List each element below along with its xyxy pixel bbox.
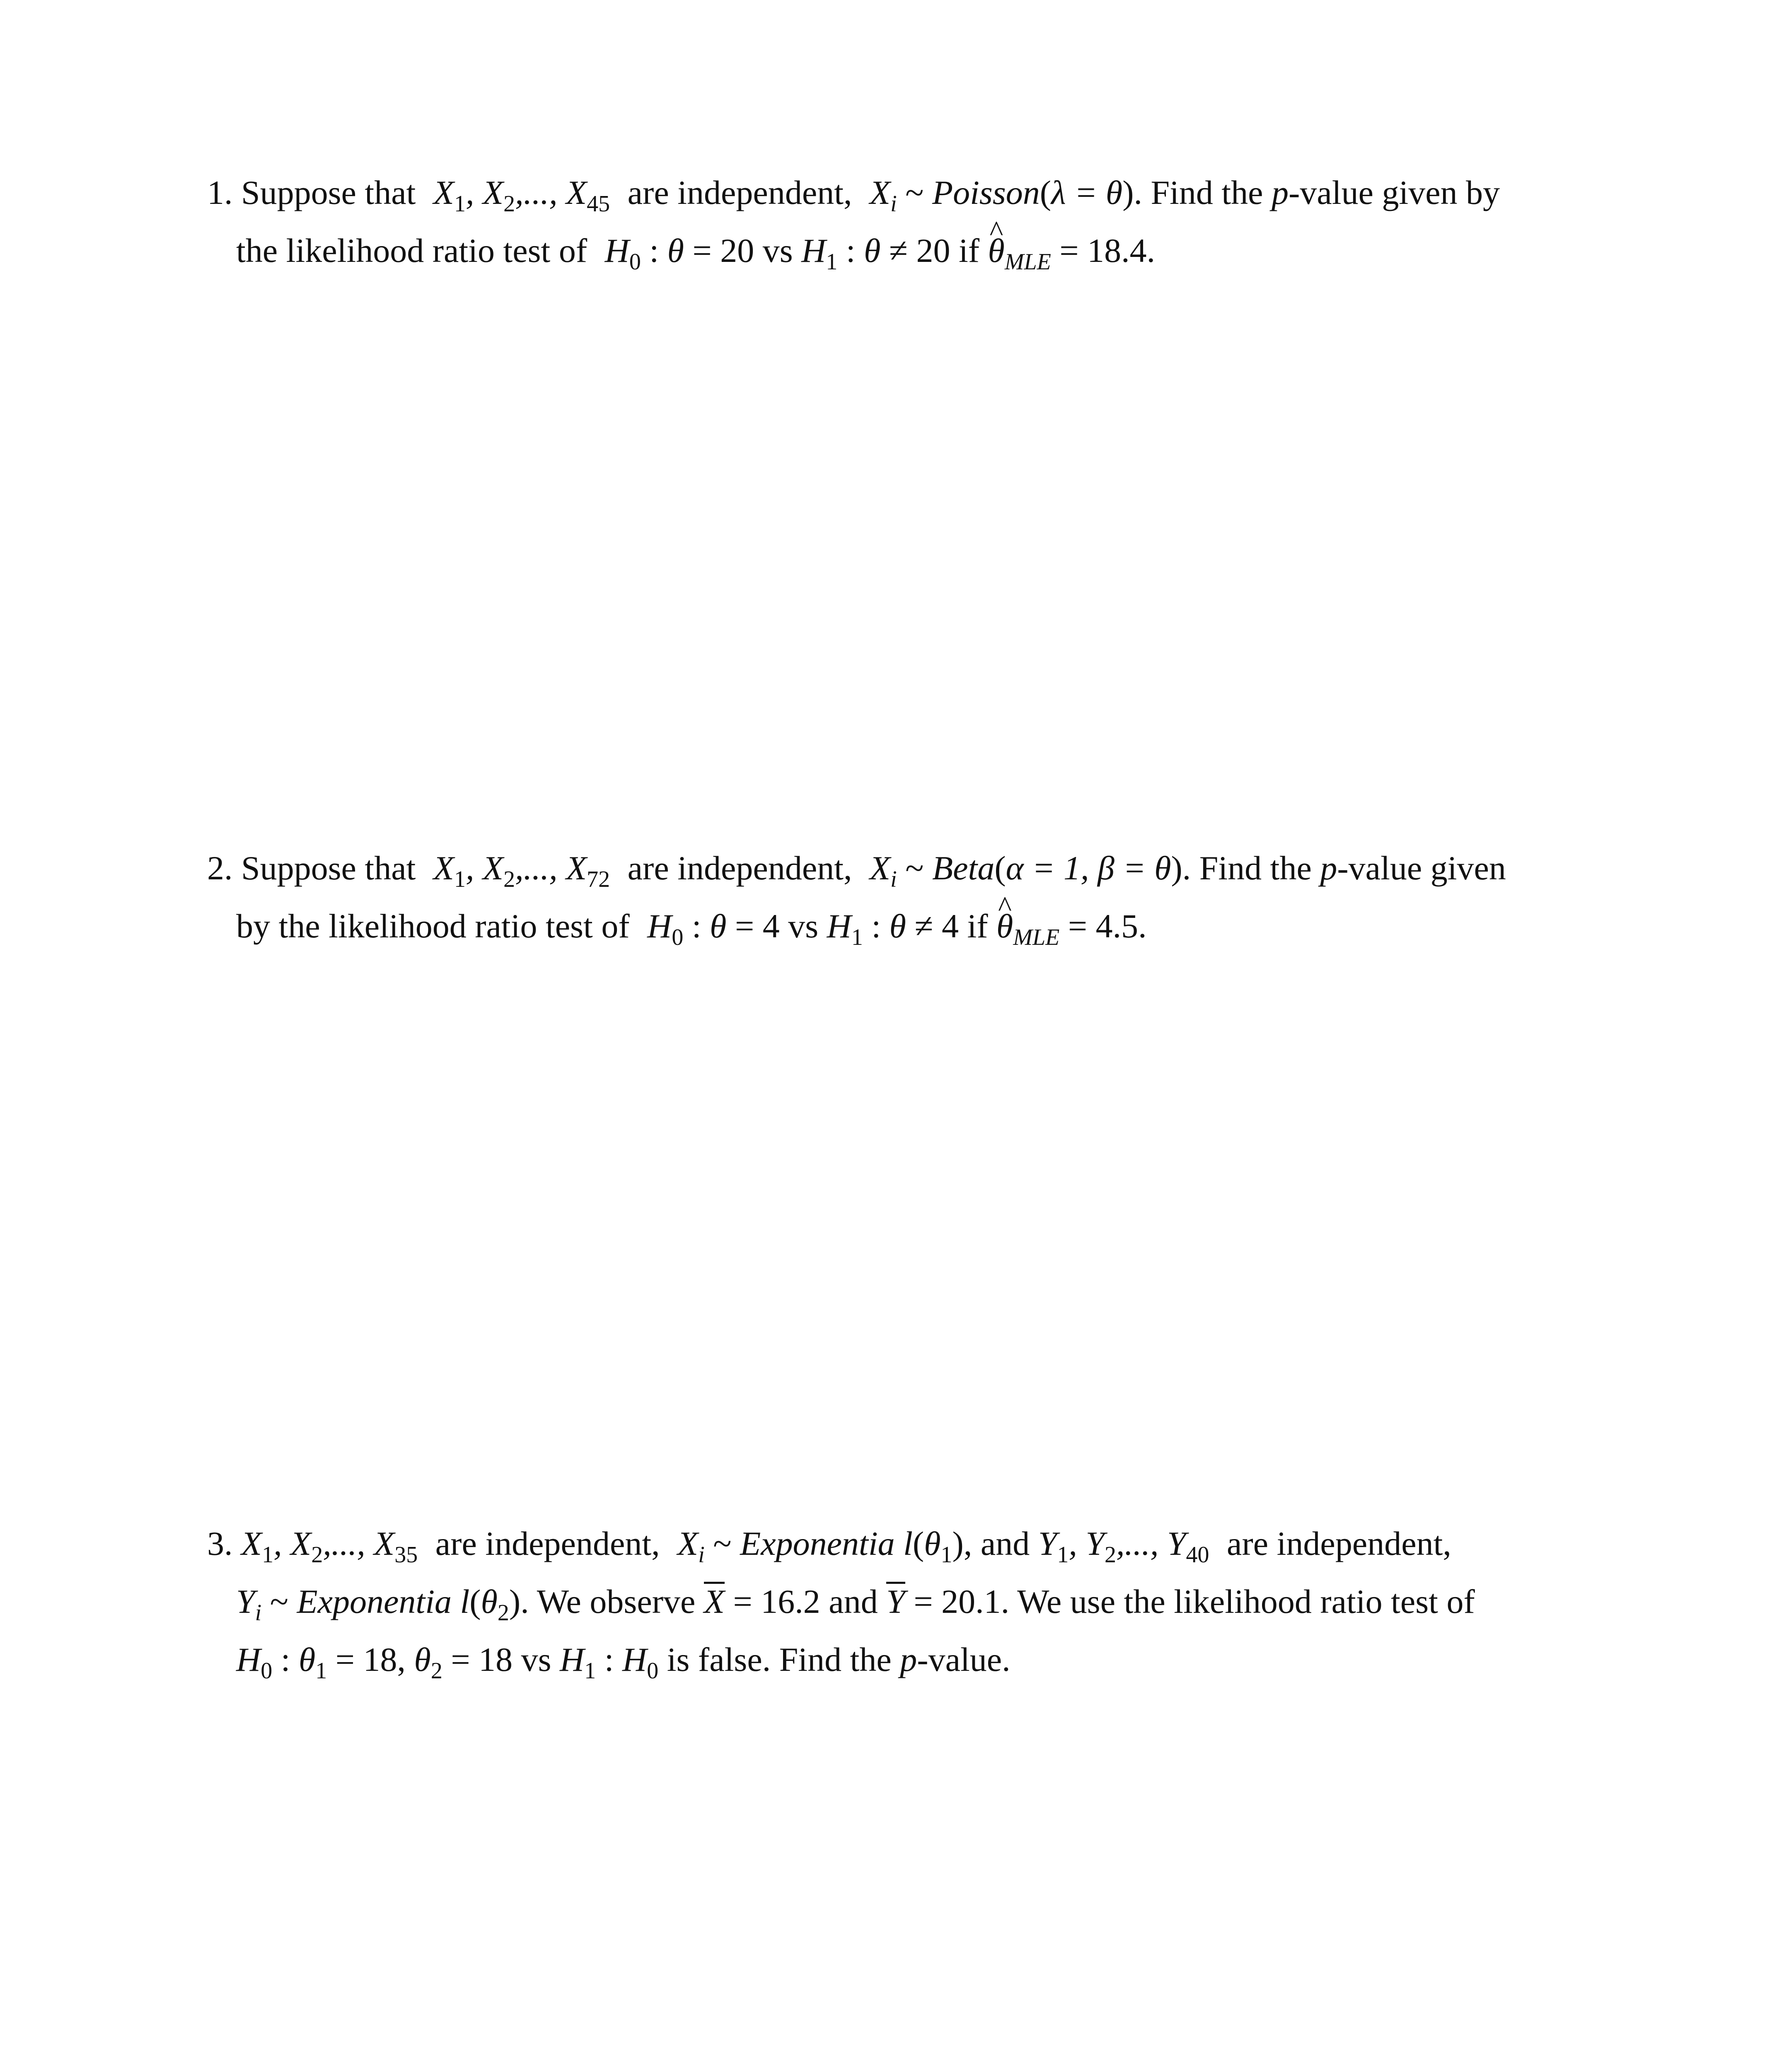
problem-text: Suppose that bbox=[241, 849, 416, 887]
y-sequence-expr: $Y_1$, $Y_2$,..., $Y_{40}$ bbox=[1038, 1525, 1209, 1568]
sequence-expr: $X_1$, $X_2$,..., $X_{45}$ bbox=[433, 174, 610, 217]
mle-expr: ^ $\theta_{MLE} = 4.5$ bbox=[996, 907, 1138, 945]
problem-number: 3. bbox=[207, 1525, 233, 1562]
null-hypothesis: $H_0$ : θ = 20 bbox=[604, 232, 754, 275]
distribution-expr: $X_i$ ~ Beta(α = 1, β = θ) bbox=[870, 849, 1182, 892]
alt-hypothesis: $H_1$ : θ ≠ 4 bbox=[827, 907, 959, 950]
problem-3 bbox=[207, 1515, 1608, 1689]
alt-hypothesis: $H_1$ : θ ≠ 20 bbox=[801, 232, 950, 275]
problem-text: -value. bbox=[917, 1641, 1011, 1678]
problem-number: 1. bbox=[207, 174, 233, 211]
problem-text: . We observe bbox=[520, 1583, 696, 1620]
problem-number: 2. bbox=[207, 849, 233, 887]
problem-1-line-2: the likelihood ratio test of $H_0$ : θ = 20 vs $H_1$ : θ ≠ 20 if ^ $\theta_{MLE} = 18.4$. bbox=[207, 222, 1608, 280]
problem-2-line-2: by the likelihood ratio test of $H_0$ : θ = 4 vs $H_1$ : θ ≠ 4 if ^ $\theta_{MLE} = 4.5$. bbox=[207, 897, 1608, 955]
problem-3-line-3: $H_0$ : $\theta_1 = 18$, $\theta_2 = 18$ vs $H_1$ : $H_0$ is false. Find the p-value. bbox=[236, 1641, 1011, 1684]
problem-2 bbox=[207, 839, 1608, 955]
null-hypothesis: $H_0$ : $\theta_1 = 18$, $\theta_2 = 18$ bbox=[236, 1641, 513, 1684]
null-hypothesis: $H_0$ : θ = 4 bbox=[647, 907, 780, 950]
problem-text: are independent, bbox=[627, 174, 852, 211]
mle-expr: ^ $\theta_{MLE} = 18.4$ bbox=[988, 232, 1147, 269]
problem-text: Suppose that bbox=[241, 174, 416, 211]
distribution-expr: $X_i$ ~ Poisson(λ = θ) bbox=[870, 174, 1134, 217]
problem-3-line-1 bbox=[207, 1515, 1608, 1573]
alt-hypothesis: $H_1$ : $H_0$ bbox=[560, 1641, 659, 1684]
x-sequence-expr: $X_1$, $X_2$,..., $X_{35}$ bbox=[241, 1525, 418, 1568]
problem-text: . We use the likelihood ratio test of bbox=[1001, 1583, 1475, 1620]
problem-1 bbox=[207, 164, 1608, 280]
y-bar-expr: Y = 20.1 bbox=[886, 1583, 1001, 1620]
problem-text: by the likelihood ratio test of bbox=[236, 907, 630, 945]
problem-1-line-1 bbox=[207, 164, 1608, 222]
problem-text: . Find the bbox=[1134, 174, 1263, 211]
problem-text: and bbox=[829, 1583, 878, 1620]
x-distribution-expr: $X_i$ ~ Exponentia $l(\theta_1)$ bbox=[677, 1525, 964, 1568]
problem-text: . Find the bbox=[1182, 849, 1312, 887]
problem-3-line-2 bbox=[207, 1573, 1608, 1631]
problem-text: the likelihood ratio test of bbox=[236, 232, 587, 269]
sequence-expr: $X_1$, $X_2$,..., $X_{72}$ bbox=[433, 849, 610, 892]
problem-text: -value given bbox=[1337, 849, 1506, 887]
p-letter: p bbox=[1320, 849, 1337, 887]
problem-2-line-1 bbox=[207, 839, 1608, 897]
y-distribution-expr: $Y_i$ ~ Exponentia $l(\theta_2)$ bbox=[236, 1583, 521, 1626]
problem-text: is false. Find the bbox=[667, 1641, 892, 1678]
problem-text: -value given by bbox=[1289, 174, 1500, 211]
problem-text: , and bbox=[963, 1525, 1030, 1562]
problem-text: are independent, bbox=[435, 1525, 660, 1562]
x-bar-expr: X = 16.2 bbox=[704, 1583, 820, 1620]
problem-text: are independent, bbox=[627, 849, 852, 887]
p-letter: p bbox=[900, 1641, 917, 1678]
p-letter: p bbox=[1272, 174, 1289, 211]
problem-text: are independent, bbox=[1227, 1525, 1451, 1562]
